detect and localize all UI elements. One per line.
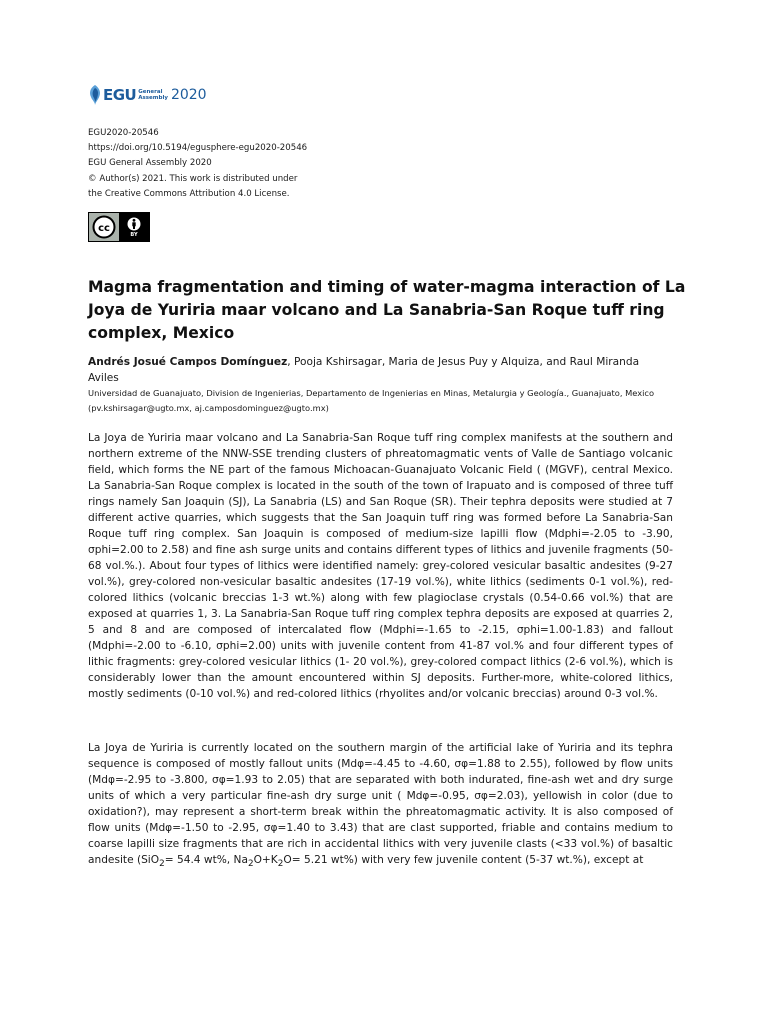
p2-part-a: La Joya de Yuriria is currently located on the southern margin of the artificial lake of Yuriria and its tephra sequence is composed of mostly fallout units (Mdφ=-4.45 to -4.60, σφ=1.88 to 2.55), followed by flow units (Mdφ=-2.95 to -3.800, σφ=1.93 to 2.05) that are separated with both indurated, fine-ash wet and dry surge units of which a very particular fine-ash dry surge unit ( Mdφ=-0.95, σφ=2.03), yellowish in color (due to oxidation?), may represent a short-term break within the phreatomagmatic activity. It is also composed of flow units (Mdφ=-1.50 to -2.95, σφ=1.40 to 3.43) that are clast supported, friable and contains medium to coarse lapilli size fragments that are rich in accidental lithics with very juvenile clasts (<33 vol.%) of basaltic andesite (SiO [88,742,673,866]
egu-logo-year: 2020 [170,87,207,103]
attribution-person-icon [126,216,142,232]
assembly-name: EGU General Assembly 2020 [88,158,212,169]
cc-by-badge[interactable] [88,212,150,242]
sio2-subscript: 2 [159,859,165,870]
egu-emblem-icon [88,84,102,106]
lead-author: Andrés Josué Campos Domínguez [88,356,288,368]
affiliation: Universidad de Guanajuato, Division de Ingenierias, Departamento de Ingenierias en Minas, Metalurgia y Geología., Guanajuato, Mexico (pv.kshirsagar@ugto.mx, aj.camposdominguez@ugto.mx) [88,388,655,413]
p2-part-b: = 54.4 wt%, Na [164,854,248,866]
paper-title: Magma fragmentation and timing of water-magma interaction of La Joya de Yuriria maar volcano and La Sanabria-San Roque tuff ring complex, Mexico [88,278,686,342]
cc-by-label: BY [130,232,138,238]
abstract-id: EGU2020-20546 [88,128,159,138]
p2-part-c: O+K [253,854,278,866]
egu-logo-text: EGU [103,86,137,104]
abstract-paragraph-2 [88,740,673,872]
logo-line-general: General [138,89,163,95]
cc-by-panel [119,213,149,241]
logo-line-assembly: Assembly [138,95,168,101]
egu-logo [88,82,207,108]
publication-meta [88,126,307,202]
egu-logo-subtitle [138,89,168,101]
p2-part-d: O= 5.21 wt%) with very few juvenile content (5-37 wt.%), except at [283,854,644,866]
license-line: the Creative Commons Attribution 4.0 License. [88,188,290,199]
copyright-line: © Author(s) 2021. This work is distributed under [88,173,298,184]
author-list [88,354,673,386]
k2o-subscript: 2 [277,859,284,870]
co-authors: , Pooja Kshirsagar, Maria de Jesus Puy y Alquiza, and Raul Miranda Aviles [88,356,640,384]
abstract-paragraph-1: La Joya de Yuriria maar volcano and La Sanabria-San Roque tuff ring complex manifests at the southern and northern extreme of the NNW-SSE trending clusters of phreatomagmatic vents of Valle de Santiago volcanic field, which forms the NE part of the famous Michoacan-Guanajuato Volcanic Field ( (MGVF), central Mexico. La Sanabria-San Roque complex is located in the south of the town of Irapuato and is composed of three tuff rings namely San Joaquin (SJ), La Sanabria (LS) and San Roque (SR). Their tephra deposits were studied at 7 different active quarries, which suggests that the San Joaquin tuff ring was formed before La Sanabria-San Roque tuff ring complex. San Joaquin is composed of medium-size lapilli flow (Mdphi=-2.05 to -3.90, σphi=2.00 to 2.58) and fine ash surge units and contains different types of lithics and juvenile fragments (50-68 vol.%.). About four types of lithics were identified namely: grey-colored vesicular basaltic andesites (9-27 vol.%), grey-colored non-vesicular basaltic andesites (17-19 vol.%), white lithics (sediments 0-1 vol.%), red-colored lithics (volcanic breccias 1-3 wt.%) along with few plagioclase crystals (0.54-0.66 vol.%) that are exposed at quarries 1, 3. La Sanabria-San Roque tuff ring complex tephra deposits are exposed at quarries 2, 5 and 8 and are composed of intercalated flow (Mdphi=-1.65 to -2.15, σphi=1.00-1.83) and fallout (Mdphi=-2.00 to -6.10, σphi=2.00) units with juvenile content from 41-87 vol.% and four different types of lithic fragments: grey-colored vesicular lithics (1- 20 vol.%), grey-colored compact lithics (2-6 vol.%), which is considerably lower than the amount encountered within SJ deposits. Further-more, white-colored lithics, mostly sediments (0-10 vol.%) and red-colored lithics (rhyolites and/or volcanic breccias) around 0-3 vol.%. [88,432,673,700]
na2o-subscript: 2 [247,859,254,870]
cc-logo-icon [89,213,119,241]
doi-link[interactable]: https://doi.org/10.5194/egusphere-egu2020-20546 [88,143,308,154]
svg-text:cc: cc [98,223,110,234]
